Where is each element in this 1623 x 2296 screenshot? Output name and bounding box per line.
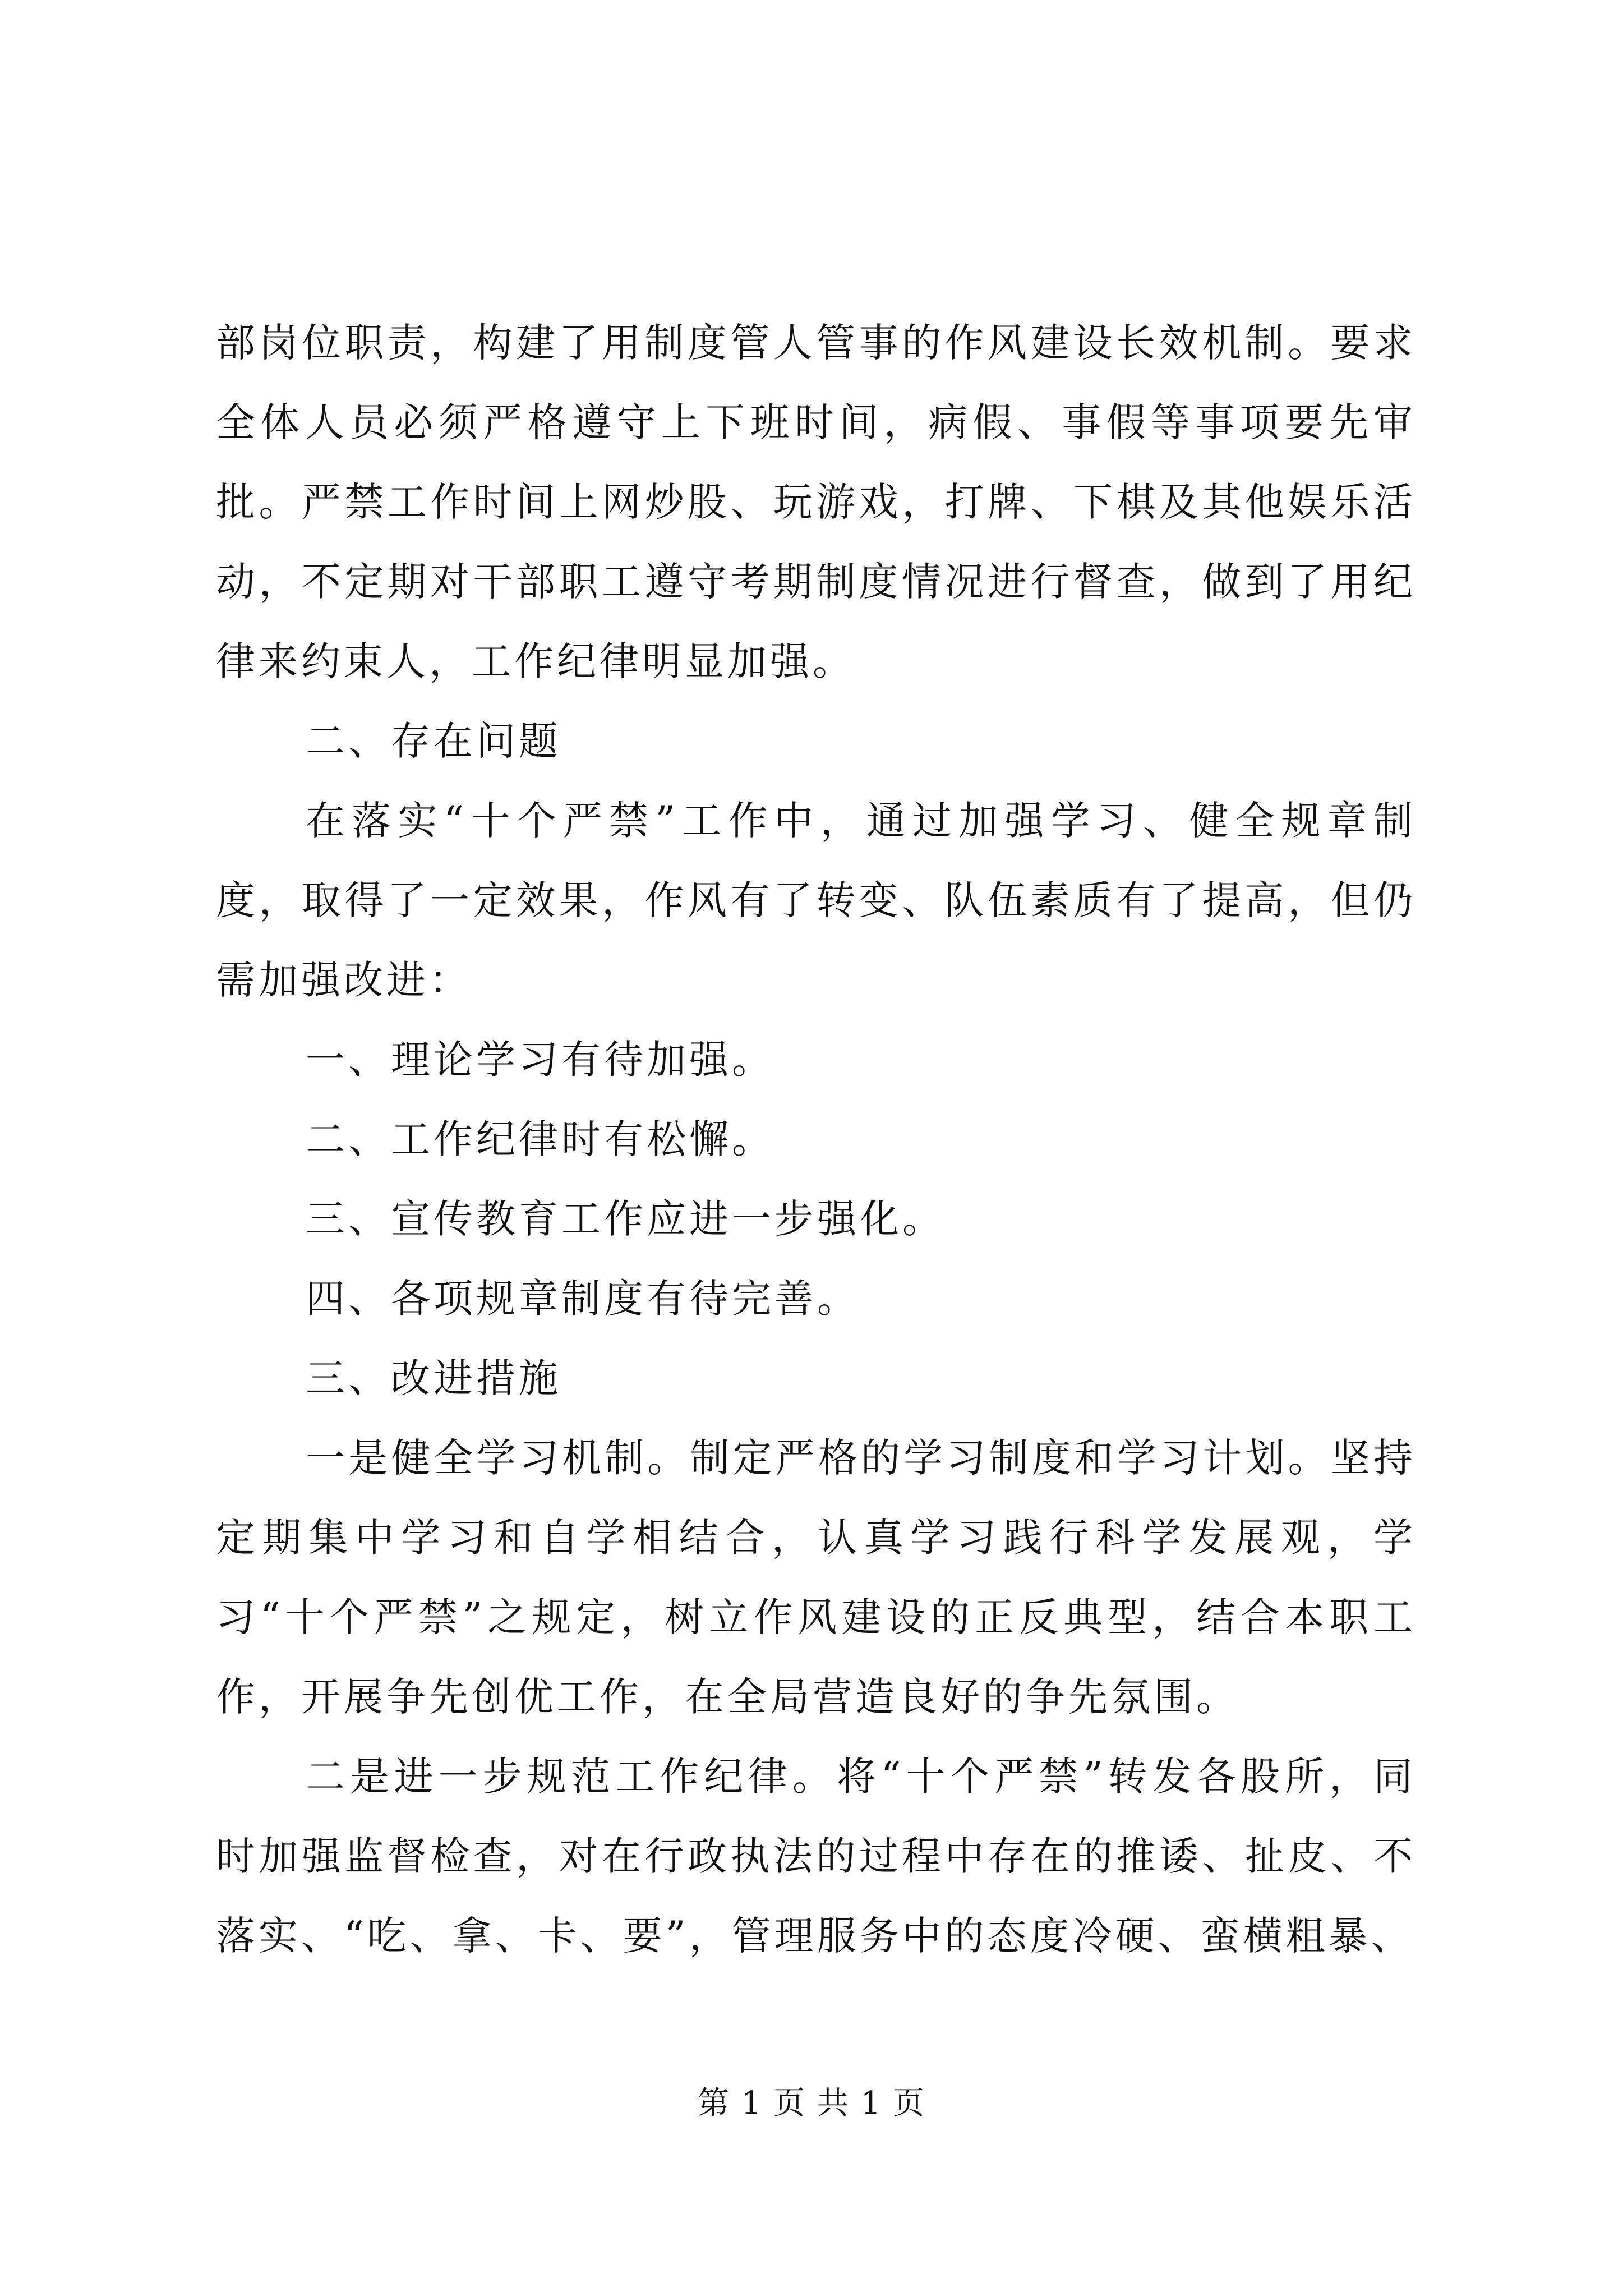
list-item-problem-4: 四、各项规章制度有待完善。 bbox=[306, 1276, 860, 1322]
paragraph-measure-2: 二是进一步规范工作纪律。将“十个严禁”转发各股所，同时加强监督检查，对在行政执法的过程中存在的推诿、扯皮、不落实、“吃、拿、卡、要”，管理服务中的态度冷硬、蛮横粗暴、 bbox=[216, 1754, 1416, 1959]
list-item-problem-2: 二、工作纪律时有松懈。 bbox=[306, 1116, 774, 1162]
list-item-problem-3: 三、宣传教育工作应进一步强化。 bbox=[306, 1196, 945, 1242]
page-footer: 第 1 页 共 1 页 bbox=[697, 2085, 926, 2122]
document-body bbox=[216, 303, 1416, 1976]
section-heading-measures: 三、改进措施 bbox=[306, 1355, 561, 1401]
section-heading-problems: 二、存在问题 bbox=[306, 718, 561, 764]
paragraph-measure-1: 一是健全学习机制。制定严格的学习制度和学习计划。坚持定期集中学习和自学相结合，认真学习践行科学发展观，学习“十个严禁”之规定，树立作风建设的正反典型，结合本职工作，开展争先创优工作，在全局营造良好的争先氛围。 bbox=[216, 1435, 1416, 1720]
list-item-problem-1: 一、理论学习有待加强。 bbox=[306, 1037, 774, 1083]
paragraph-problems-intro: 在落实“十个严禁”工作中，通过加强学习、健全规章制度，取得了一定效果，作风有了转变、队伍素质有了提高，但仍需加强改进： bbox=[216, 798, 1416, 1003]
paragraph-continuation: 部岗位职责，构建了用制度管人管事的作风建设长效机制。要求全体人员必须严格遵守上下班时间，病假、事假等事项要先审批。严禁工作时间上网炒股、玩游戏，打牌、下棋及其他娱乐活动，不定期对干部职工遵守考期制度情况进行督查，做到了用纪律来约束人，工作纪律明显加强。 bbox=[216, 320, 1416, 684]
